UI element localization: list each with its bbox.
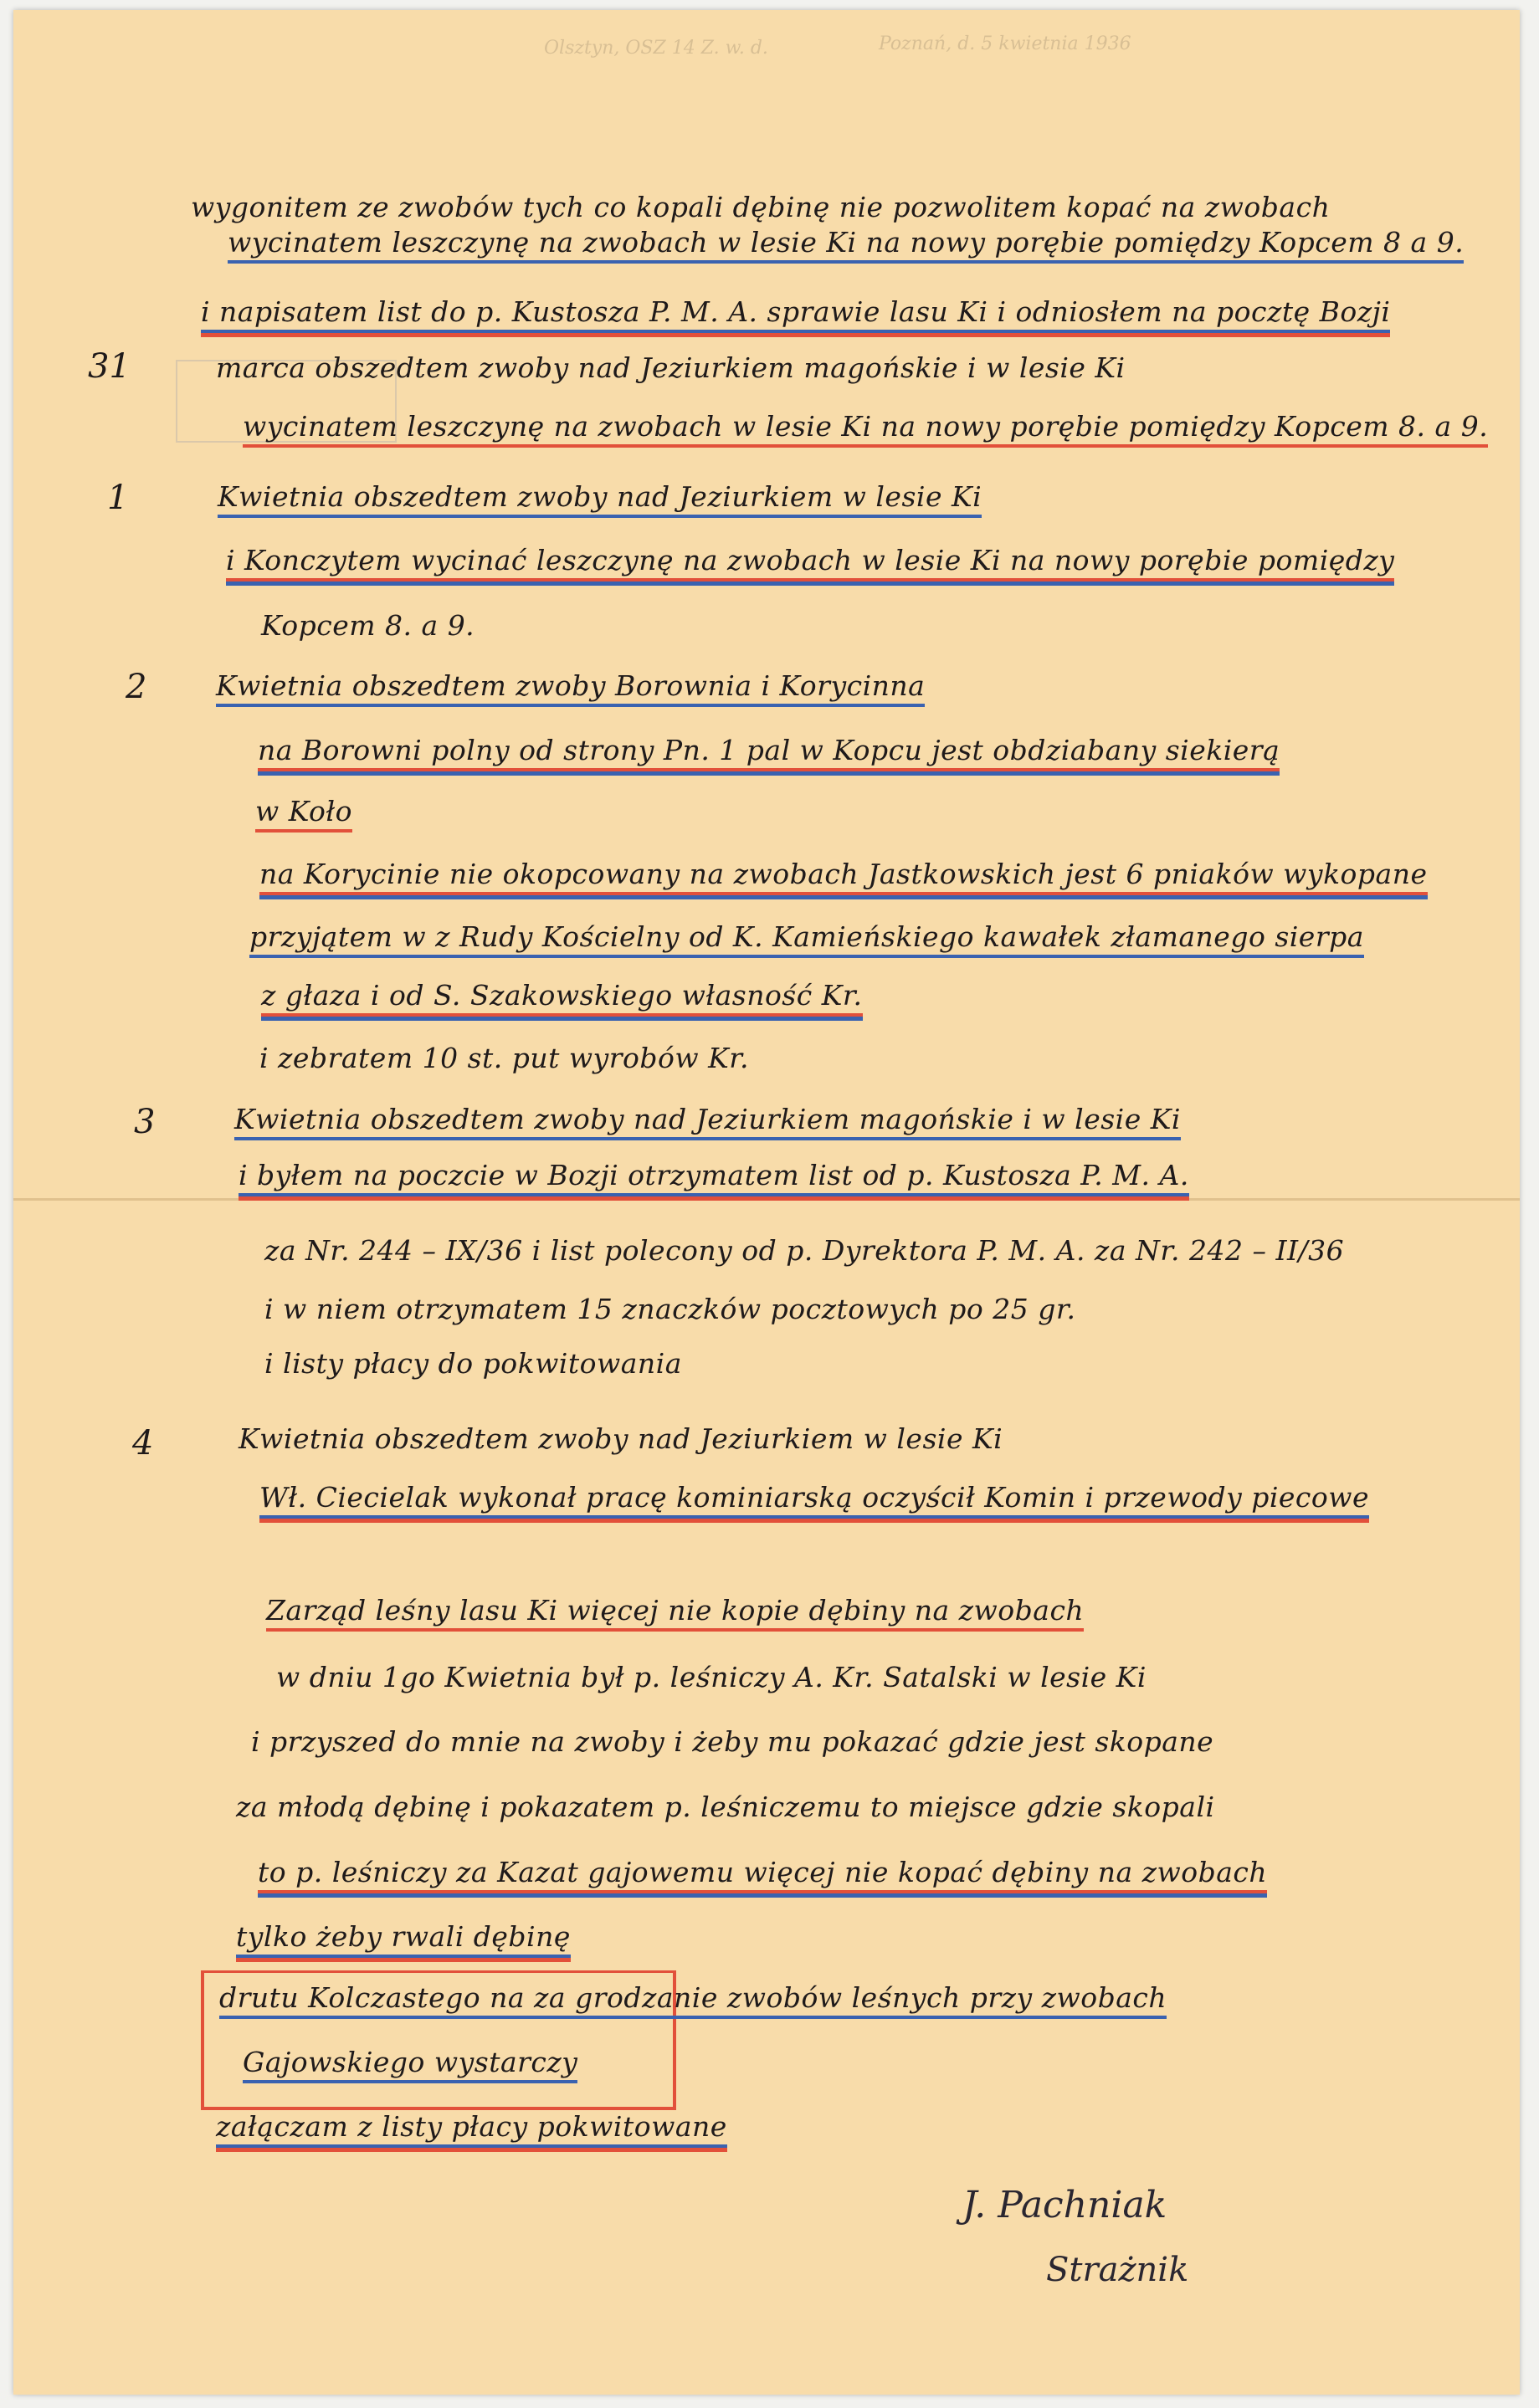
text-line: przyjątem w z Rudy Kościelny od K. Kamieńskiego kawałek złamanego sierpa [249, 920, 1364, 958]
text-line: tylko żeby rwali dębinę [236, 1920, 571, 1958]
text-line: to p. leśniczy za Kazat gajowemu więcej nie kopać dębiny na zwobach [258, 1856, 1267, 1893]
signature-title: Strażnik [1046, 2251, 1189, 2289]
text-line: Wł. Ciecielak wykonał pracę kominiarską oczyścił Komin i przewody piecowe [259, 1481, 1369, 1519]
margin-number: 4 [132, 1424, 154, 1463]
text-line: na Borowni polny od strony Pn. 1 pal w Kopcu jest obdziabany siekierą [258, 734, 1280, 771]
text-line: wycinatem leszczynę na zwobach w lesie Ki na nowy porębie pomiędzy Kopcem 8 a 9. [228, 226, 1464, 264]
text-line: Kwietnia obszedtem zwoby nad Jeziurkiem w lesie Ki [239, 1422, 1003, 1455]
text-line: marca obszedtem zwoby nad Jeziurkiem magońskie i w lesie Ki [216, 351, 1126, 384]
text-line: Kwietnia obszedtem zwoby nad Jeziurkiem w lesie Ki [218, 480, 982, 518]
text-line: z głaza i od S. Szakowskiego własność Kr. [261, 979, 863, 1017]
margin-number: 31 [88, 347, 131, 386]
margin-number: 2 [126, 668, 147, 706]
text-line: Zarząd leśny lasu Ki więcej nie kopie dębiny na zwobach [266, 1594, 1084, 1632]
text-line: na Korycinie nie okopcowany na zwobach Jastkowskich jest 6 pniaków wykopane [259, 858, 1428, 895]
text-line: w Koło [255, 795, 352, 833]
text-line: i zebratem 10 st. put wyrobów Kr. [259, 1042, 749, 1074]
text-line: Kwietnia obszedtem zwoby Borownia i Korycinna [216, 669, 925, 707]
text-line: załączam z listy płacy pokwitowane [216, 2110, 727, 2148]
text-line: drutu Kolczastego na za grodzanie zwobów leśnych przy zwobach [219, 1981, 1167, 2019]
text-line: i przyszed do mnie na zwoby i żeby mu pokazać gdzie jest skopane [251, 1725, 1214, 1758]
text-line: i w niem otrzymatem 15 znaczków pocztowych po 25 gr. [264, 1293, 1076, 1325]
margin-number: 3 [134, 1103, 156, 1141]
text-line: i napisatem list do p. Kustosza P. M. A. sprawie lasu Ki i odniosłem na pocztę Bozji [201, 295, 1390, 333]
text-line: za młodą dębinę i pokazatem p. leśniczemu to miejsce gdzie skopali [236, 1791, 1215, 1823]
text-line: wycinatem leszczynę na zwobach w lesie Ki na nowy porębie pomiędzy Kopcem 8. a 9. [243, 410, 1488, 448]
paper-fold [13, 1198, 1520, 1201]
margin-number: 1 [107, 479, 129, 517]
bleed-through-text [167, 29, 1423, 79]
bleed-through-line: Poznań, d. 5 kwietnia 1936 [879, 33, 1131, 54]
text-line: za Nr. 244 – IX/36 i list polecony od p. Dyrektora P. M. A. za Nr. 242 – II/36 [264, 1234, 1345, 1267]
text-line: Kwietnia obszedtem zwoby nad Jeziurkiem magońskie i w lesie Ki [234, 1103, 1181, 1140]
text-line: Kopcem 8. a 9. [261, 609, 475, 642]
text-line: i Konczytem wycinać leszczynę na zwobach w lesie Ki na nowy porębie pomiędzy [226, 544, 1394, 582]
text-line: w dniu 1go Kwietnia był p. leśniczy A. Kr. Satalski w lesie Ki [276, 1661, 1147, 1693]
text-line: i byłem na poczcie w Bozji otrzymatem list od p. Kustosza P. M. A. [239, 1159, 1189, 1196]
text-line: Gajowskiego wystarczy [243, 2046, 577, 2083]
bleed-through-line: Olsztyn, OSZ 14 Z. w. d. [544, 38, 768, 59]
text-line: wygonitem ze zwobów tych co kopali dębinę nie pozwolitem kopać na zwobach [191, 191, 1331, 223]
signature-name: J. Pachniak [962, 2184, 1167, 2226]
text-line: i listy płacy do pokwitowania [264, 1347, 682, 1380]
